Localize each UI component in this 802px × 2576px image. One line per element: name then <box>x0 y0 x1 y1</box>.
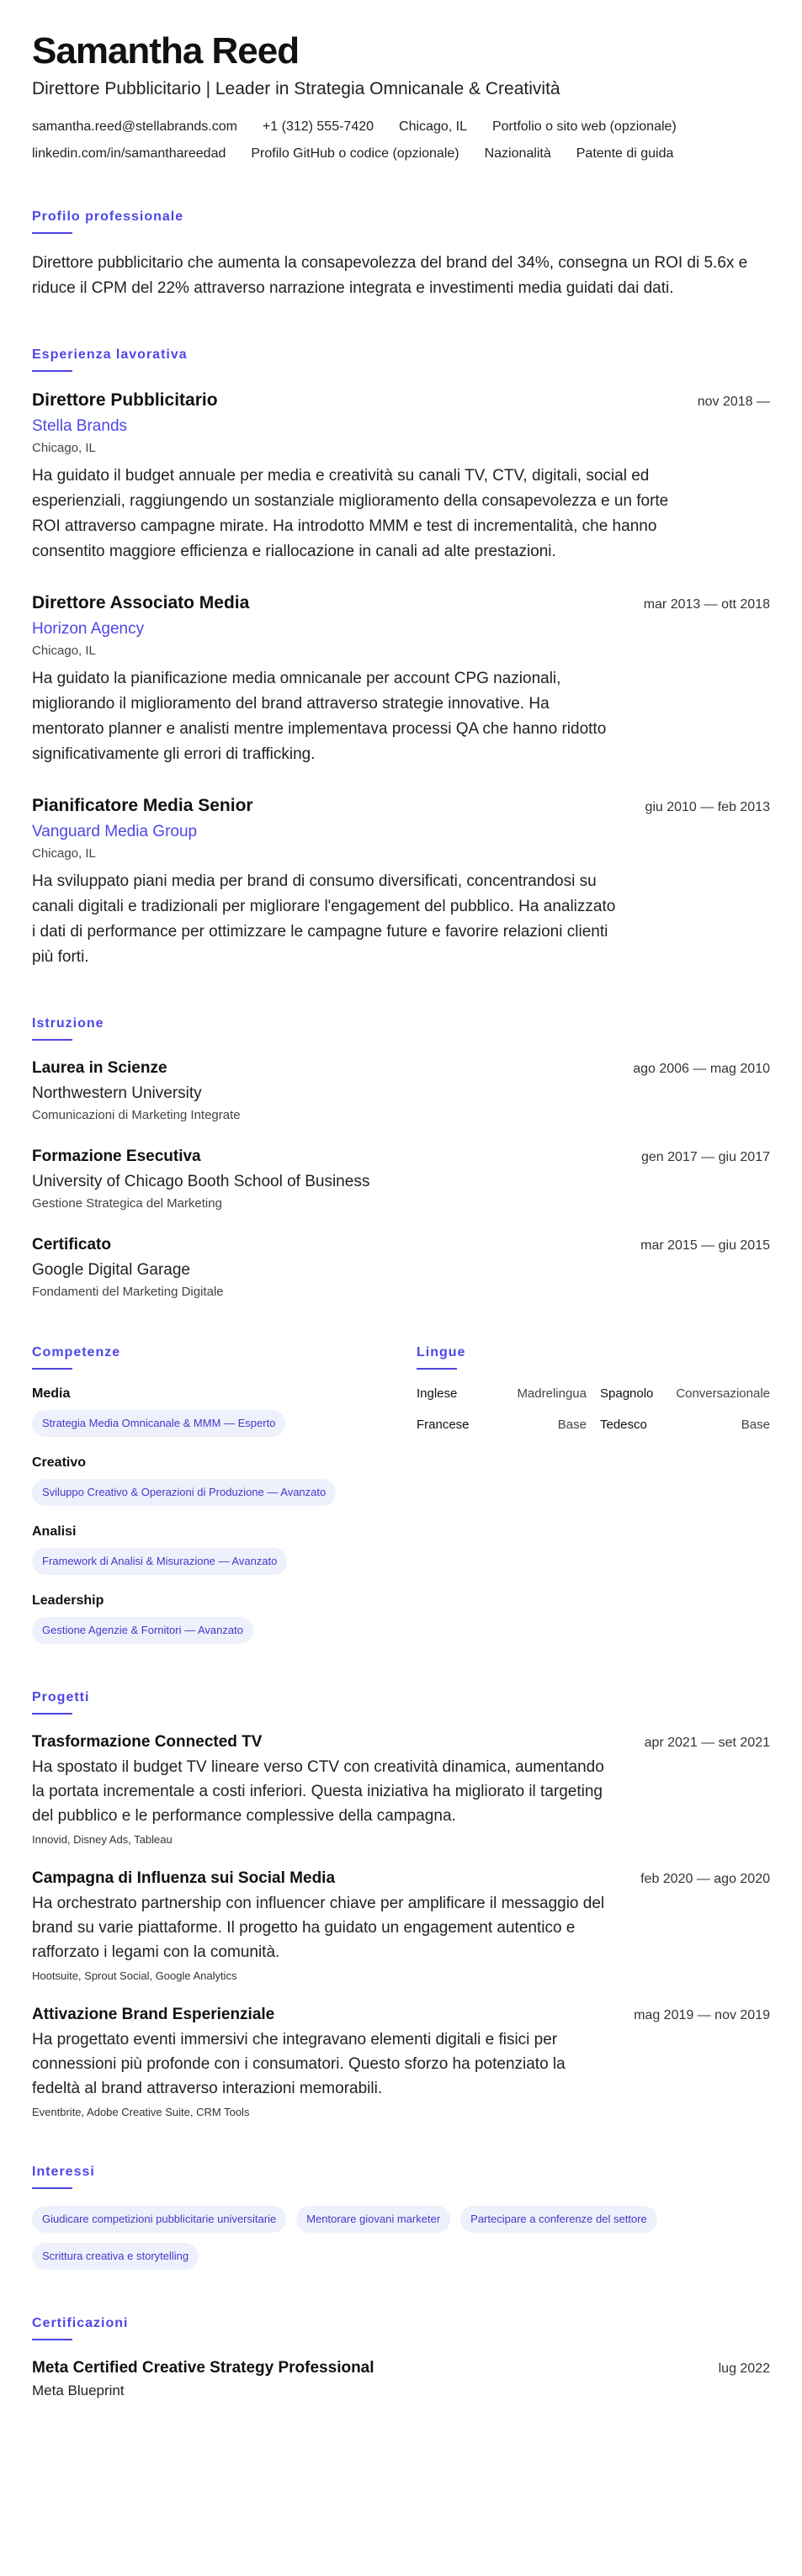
field-of-study: Comunicazioni di Marketing Integrate <box>32 1108 241 1122</box>
section-title: Certificazioni <box>32 2316 129 2330</box>
certification-date: lug 2022 <box>718 2361 770 2376</box>
job-company: Vanguard Media Group <box>32 823 198 840</box>
interest-chip: Mentorare giovani marketer <box>296 2206 450 2233</box>
section-title: Competenze <box>32 1345 121 1360</box>
projects-section <box>32 1689 770 2118</box>
job-dates: nov 2018 — <box>697 395 770 409</box>
project-name: Trasformazione Connected TV <box>32 1733 263 1751</box>
section-divider <box>32 1039 72 1041</box>
skill-category: Leadership <box>32 1593 104 1608</box>
education-dates: gen 2017 — giu 2017 <box>640 1150 770 1164</box>
language-item <box>600 1386 770 1401</box>
certification-issuer: Meta Blueprint <box>32 2383 125 2398</box>
experience-entry <box>32 794 770 970</box>
job-dates: giu 2010 — feb 2013 <box>645 800 770 814</box>
language-item <box>600 1418 770 1432</box>
language-level: Base <box>741 1418 770 1432</box>
section-title: Esperienza lavorativa <box>32 347 188 362</box>
contact-driving-license: Patente di guida <box>576 146 674 161</box>
contact-location: Chicago, IL <box>399 119 467 134</box>
skill-chip: Sviluppo Creativo & Operazioni di Produzione — Avanzato <box>32 1479 336 1506</box>
education-section <box>32 1015 770 1299</box>
project-description: Ha progettato eventi immersivi che integravano elementi digitali e fisici per connessioni più profonde con i consumatori. Questo sforzo ha potenziato la fedeltà al brand attraverso interazioni memorabili. <box>32 2031 566 2097</box>
job-company: Stella Brands <box>32 417 128 435</box>
certifications-section <box>32 2315 770 2399</box>
school: Google Digital Garage <box>32 1261 190 1279</box>
summary-text: Direttore pubblicitario che aumenta la consapevolezza del brand del 34%, consegna un ROI di 5.6x e riduce il CPM del 22% attraverso narrazione integrata e investimenti media guidati dai dati. <box>32 254 748 297</box>
project-dates: apr 2021 — set 2021 <box>644 1736 770 1750</box>
job-description: Ha sviluppato piani media per brand di consumo diversificati, concentrandosi su canali digitali e tradizionali per migliorare l'engagement del pubblico. Ha analizzato i dati di performance per ottimizzare le campagne future e favorire relazioni clienti più forti. <box>32 872 616 966</box>
project-entry <box>32 1731 770 1846</box>
interest-chip: Partecipare a conferenze del settore <box>460 2206 657 2233</box>
contact-nationality: Nazionalità <box>484 146 551 161</box>
school: Northwestern University <box>32 1084 202 1102</box>
skill-group <box>32 1455 383 1506</box>
job-role: Direttore Associato Media <box>32 593 250 612</box>
education-entry <box>32 1234 770 1299</box>
resume-header <box>32 30 770 163</box>
skill-chip: Strategia Media Omnicanale & MMM — Esperto <box>32 1410 285 1437</box>
project-tools: Eventbrite, Adobe Creative Suite, CRM Tools <box>32 2106 250 2118</box>
contact-phone[interactable]: +1 (312) 555-7420 <box>262 119 374 134</box>
skill-chip: Framework di Analisi & Misurazione — Avanzato <box>32 1548 287 1575</box>
section-title: Profilo professionale <box>32 209 184 224</box>
language-level: Conversazionale <box>676 1386 770 1401</box>
section-title: Istruzione <box>32 1016 104 1031</box>
job-role: Direttore Pubblicitario <box>32 390 218 410</box>
job-description: Ha guidato la pianificazione media omnicanale per account CPG nazionali, migliorando il miglioramento del brand attraverso strategie innovative. Ha mentorato planner e analisti mentre implementava processi QA che hanno ridotto significativamente gli errori di trafficking. <box>32 670 607 763</box>
project-entry <box>32 1868 770 1982</box>
skill-group <box>32 1593 383 1644</box>
interest-chip: Giudicare competizioni pubblicitarie universitarie <box>32 2206 286 2233</box>
language-level: Madrelingua <box>517 1386 587 1401</box>
contact-linkedin[interactable]: linkedin.com/in/samanthareedad <box>32 146 226 161</box>
section-divider <box>32 232 72 234</box>
language-item <box>417 1386 587 1401</box>
section-divider <box>32 1713 72 1715</box>
project-tools: Hootsuite, Sprout Social, Google Analytics <box>32 1969 237 1982</box>
field-of-study: Gestione Strategica del Marketing <box>32 1196 222 1211</box>
degree: Laurea in Scienze <box>32 1059 167 1077</box>
project-description: Ha spostato il budget TV lineare verso CTV con creatività dinamica, aumentando la portata incrementale a costi inferiori. Questa iniziativa ha migliorato il targeting del pubblico e le performance complessive della campagna. <box>32 1758 604 1825</box>
interest-chip: Scrittura creativa e storytelling <box>32 2243 199 2270</box>
education-dates: ago 2006 — mag 2010 <box>633 1062 770 1076</box>
skill-category: Analisi <box>32 1524 77 1539</box>
project-dates: feb 2020 — ago 2020 <box>640 1872 770 1886</box>
contact-list <box>32 118 770 163</box>
field-of-study: Fondamenti del Marketing Digitale <box>32 1285 224 1299</box>
section-title: Interessi <box>32 2165 95 2179</box>
job-location: Chicago, IL <box>32 644 96 658</box>
interests-section <box>32 2164 770 2270</box>
education-dates: mar 2015 — giu 2015 <box>640 1238 770 1253</box>
degree: Formazione Esecutiva <box>32 1148 201 1165</box>
certification-name: Meta Certified Creative Strategy Professional <box>32 2359 374 2377</box>
project-entry <box>32 2004 770 2118</box>
language-name: Spagnolo <box>600 1386 654 1401</box>
degree: Certificato <box>32 1236 111 1254</box>
section-divider <box>32 370 72 372</box>
contact-email[interactable]: samantha.reed@stellabrands.com <box>32 119 237 134</box>
language-name: Inglese <box>417 1386 458 1401</box>
interest-list <box>32 2206 770 2270</box>
project-name: Campagna di Influenza sui Social Media <box>32 1869 336 1887</box>
project-dates: mag 2019 — nov 2019 <box>634 2008 770 2022</box>
skill-group <box>32 1524 383 1575</box>
experience-entry <box>32 591 770 767</box>
section-title: Progetti <box>32 1690 90 1704</box>
school: University of Chicago Booth School of Business <box>32 1173 370 1190</box>
skill-category: Media <box>32 1386 71 1401</box>
experience-entry <box>32 389 770 564</box>
language-item <box>417 1418 587 1432</box>
language-list <box>417 1386 770 1432</box>
job-role: Pianificatore Media Senior <box>32 796 253 815</box>
section-divider <box>417 1368 457 1370</box>
job-location: Chicago, IL <box>32 441 96 455</box>
education-entry <box>32 1057 770 1122</box>
project-description: Ha orchestrato partnership con influencer chiave per amplificare il messaggio del brand su varie piattaforme. Il progetto ha guidato un engagement autentico e rafforzato i legami con la comunità. <box>32 1895 605 1961</box>
skill-group <box>32 1386 383 1437</box>
project-tools: Innovid, Disney Ads, Tableau <box>32 1833 173 1846</box>
education-entry <box>32 1146 770 1211</box>
skill-category: Creativo <box>32 1455 87 1470</box>
languages-column <box>417 1344 770 1644</box>
job-location: Chicago, IL <box>32 846 96 861</box>
candidate-name: Samantha Reed <box>32 30 300 72</box>
certification-entry <box>32 2357 770 2399</box>
project-name: Attivazione Brand Esperienziale <box>32 2006 275 2023</box>
candidate-headline: Direttore Pubblicitario | Leader in Strategia Omnicanale & Creatività <box>32 79 560 98</box>
skills-languages-section <box>32 1344 770 1644</box>
section-divider <box>32 2187 72 2189</box>
experience-section <box>32 347 770 970</box>
language-name: Francese <box>417 1418 470 1432</box>
summary-section <box>32 209 770 301</box>
job-description: Ha guidato il budget annuale per media e creatività su canali TV, CTV, digitali, social ed esperienziali, raggiungendo un sostanziale miglioramento della consapevolezza e un forte ROI attraverso campagne mirate. Ha introdotto MMM e test di incrementalità, che hanno consentito maggiore efficienza e riallocazione in canali ad alte prestazioni. <box>32 467 669 560</box>
section-divider <box>32 1368 72 1370</box>
skill-chip: Gestione Agenzie & Fornitori — Avanzato <box>32 1617 253 1644</box>
language-name: Tedesco <box>600 1418 647 1432</box>
language-level: Base <box>557 1418 587 1432</box>
skills-column <box>32 1344 383 1644</box>
contact-portfolio[interactable]: Portfolio o sito web (opzionale) <box>491 119 677 134</box>
contact-github[interactable]: Profilo GitHub o codice (opzionale) <box>251 146 459 161</box>
section-title: Lingue <box>417 1345 466 1360</box>
job-dates: mar 2013 — ott 2018 <box>643 597 770 612</box>
section-divider <box>32 2339 72 2340</box>
job-company: Horizon Agency <box>32 620 145 638</box>
